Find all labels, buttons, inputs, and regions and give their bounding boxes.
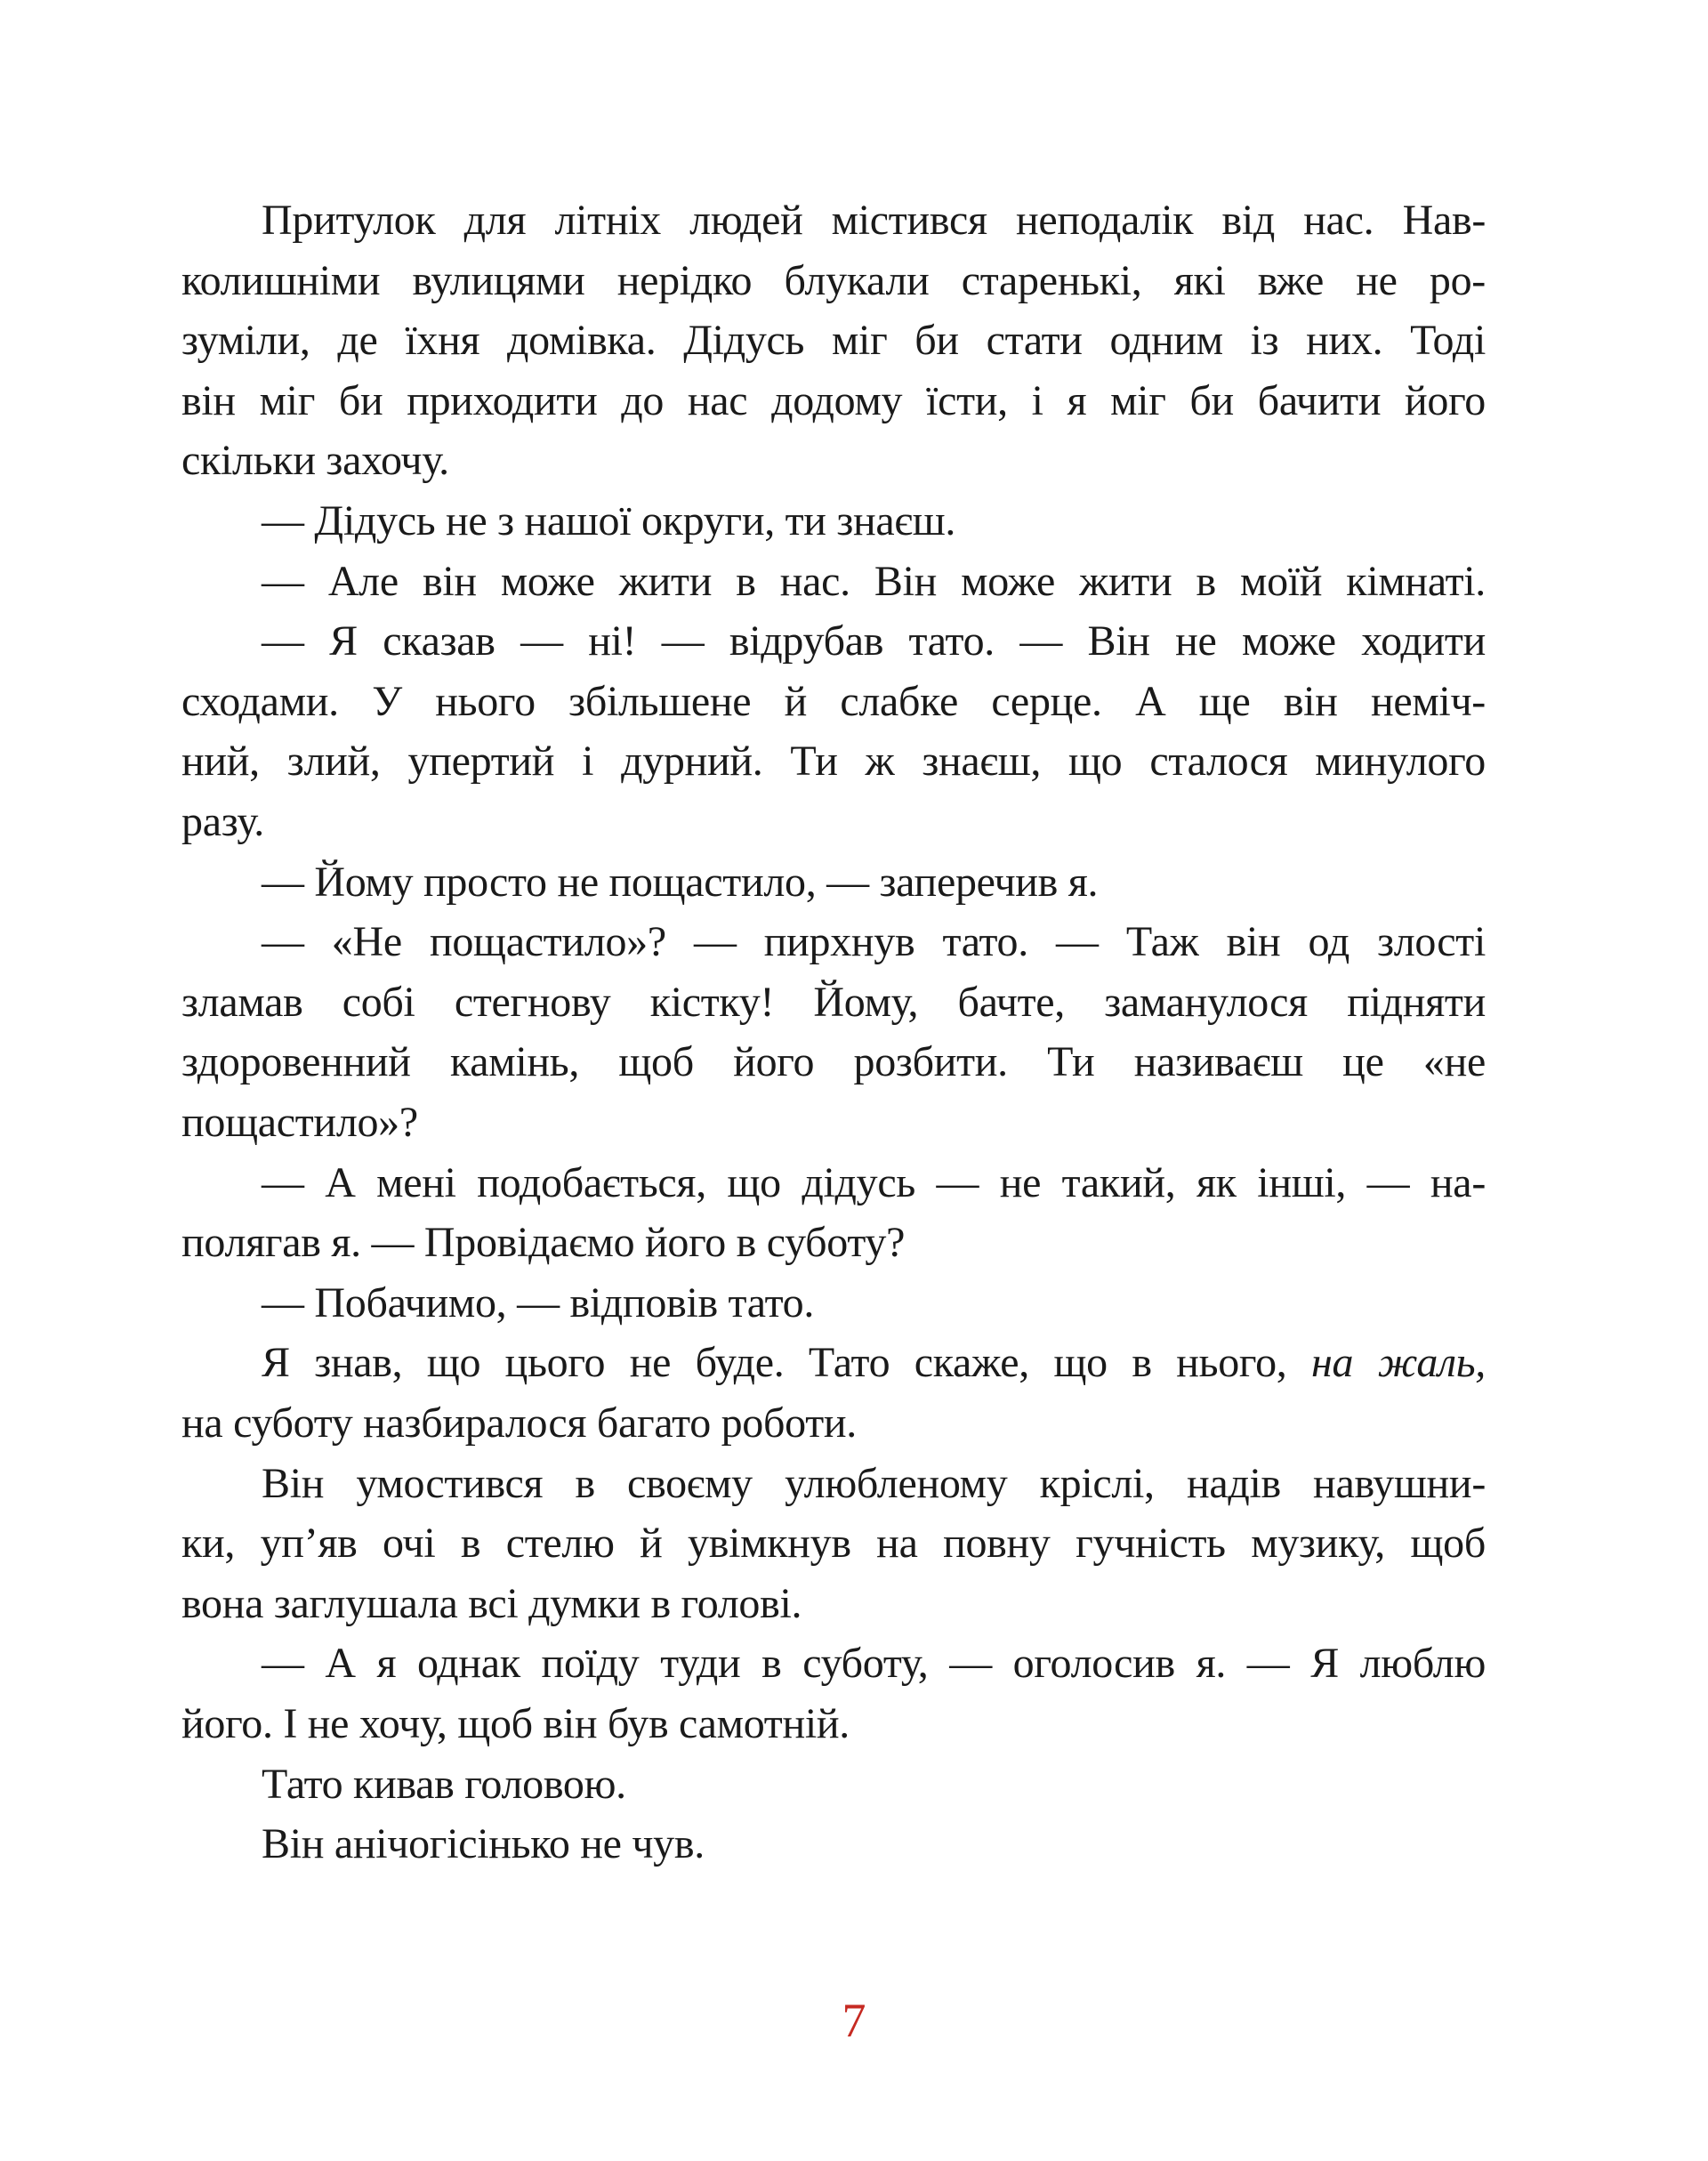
text-line-content: на суботу назбиралося багато роботи. bbox=[181, 1399, 857, 1447]
text-line bbox=[181, 1513, 1486, 1574]
text-line bbox=[181, 1754, 1486, 1815]
text-line-content: — Я сказав — ні! — відрубав тато. — Він не може ходити bbox=[262, 617, 1486, 665]
text-line bbox=[181, 251, 1486, 311]
page-number: 7 bbox=[842, 1994, 866, 2047]
text-line-content: — А мені подобається, що дідусь — не такий, як інші, — на- bbox=[262, 1158, 1486, 1206]
text-line bbox=[181, 1213, 1486, 1273]
text-line bbox=[181, 1393, 1486, 1454]
text-line bbox=[181, 852, 1486, 913]
text-line bbox=[181, 1333, 1486, 1393]
text-line-content: — Але він може жити в нас. Він може жити в моїй кімнаті. bbox=[262, 557, 1486, 605]
text-line bbox=[181, 731, 1486, 792]
text-line bbox=[181, 672, 1486, 732]
text-line bbox=[181, 912, 1486, 972]
text-line bbox=[181, 190, 1486, 251]
text-line-content: полягав я. — Провідаємо його в суботу? bbox=[181, 1219, 906, 1267]
text-line-content: сходами. У нього збільшене й слабке серце. А ще він неміч- bbox=[181, 677, 1486, 725]
text-line-content: здоровенний камінь, щоб його розбити. Ти називаєш це «не bbox=[181, 1038, 1486, 1086]
text-line-content: пощастило»? bbox=[181, 1099, 418, 1146]
text-line-content: зламав собі стегнову кістку! Йому, бачте, заманулося підняти bbox=[181, 978, 1486, 1026]
text-line bbox=[181, 552, 1486, 612]
text-line-content: — «Не пощастило»? — пирхнув тато. — Таж він од злості bbox=[262, 918, 1486, 966]
text-line bbox=[181, 972, 1486, 1033]
text-line-content: — Йому просто не пощастило, — заперечив я. bbox=[262, 858, 1099, 906]
text-line-content: Притулок для літніх людей містився неподалік від нас. Нав- bbox=[262, 197, 1486, 244]
text-line-content: він міг би приходити до нас додому їсти, і я міг би бачити його bbox=[181, 376, 1486, 424]
text-line-content: разу. bbox=[181, 798, 264, 845]
text-line bbox=[181, 1153, 1486, 1214]
text-line bbox=[181, 1032, 1486, 1093]
text-line bbox=[181, 792, 1486, 852]
text-line-content: вона заглушала всі думки в голові. bbox=[181, 1579, 802, 1627]
text-line bbox=[181, 371, 1486, 431]
text-line-content: Він умостився в своєму улюбленому кріслі, надів навушни- bbox=[262, 1459, 1486, 1507]
text-line bbox=[181, 431, 1486, 491]
text-line bbox=[181, 1093, 1486, 1153]
text-line-content: — А я однак поїду туди в суботу, — оголосив я. — Я люблю bbox=[262, 1640, 1486, 1688]
text-line-content: Тато кивав головою. bbox=[262, 1760, 626, 1808]
italic-phrase: на жаль, bbox=[1311, 1339, 1486, 1387]
text-line-content: його. І не хочу, щоб він був самотній. bbox=[181, 1700, 850, 1747]
text-line bbox=[181, 1633, 1486, 1694]
text-line-content: зуміли, де їхня домівка. Дідусь міг би стати одним із них. Тоді bbox=[181, 317, 1486, 365]
text-line-content: ки, уп’яв очі в стелю й увімкнув на повну гучність музику, щоб bbox=[181, 1520, 1486, 1568]
text-line bbox=[181, 1814, 1486, 1875]
text-line-content: ний, злий, упертий і дурний. Ти ж знаєш, що сталося минулого bbox=[181, 738, 1486, 786]
text-line-content: колишніми вулицями нерідко блукали старенькі, які вже не ро- bbox=[181, 256, 1486, 304]
text-line bbox=[181, 1574, 1486, 1634]
text-line bbox=[181, 1273, 1486, 1334]
text-line-content: Він анічогісінько не чув. bbox=[262, 1820, 705, 1868]
text-line bbox=[181, 310, 1486, 371]
text-line-content: — Побачимо, — відповів тато. bbox=[262, 1278, 815, 1326]
text-line bbox=[181, 1454, 1486, 1514]
text-line-content: Я знав, що цього не буде. Тато скаже, що в нього, bbox=[262, 1339, 1311, 1387]
text-line bbox=[181, 1694, 1486, 1754]
text-line-content: скільки захочу. bbox=[181, 437, 449, 485]
text-line bbox=[181, 491, 1486, 552]
text-line-content: — Дідусь не з нашої округи, ти знаєш. bbox=[262, 497, 956, 544]
text-line bbox=[181, 611, 1486, 672]
